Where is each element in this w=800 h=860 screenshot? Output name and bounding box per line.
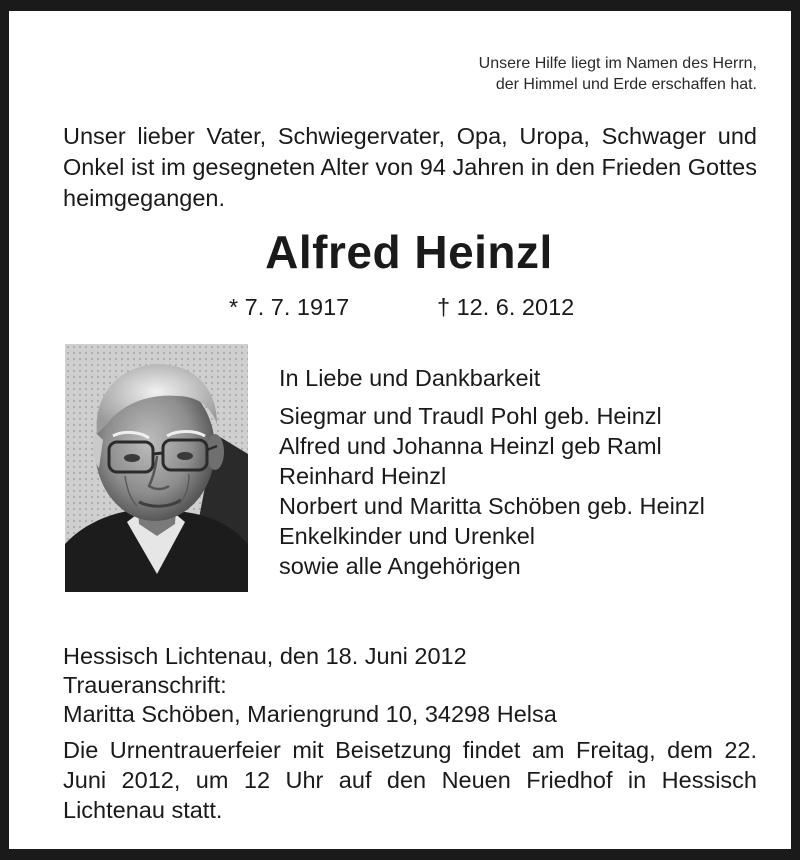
footer-block [63,642,757,825]
mourner-line: Reinhard Heinzl [279,463,447,489]
portrait-photo [65,344,248,592]
bible-verse [309,53,757,95]
ceremony-notice: Die Urnentrauerfeier mit Beisetzung findet am Freitag, dem 22. Juni 2012, um 12 Uhr auf den Neuen Friedhof in Hessisch Lichtenau statt. [63,737,757,823]
mourning-address: Maritta Schöben, Mariengrund 10, 34298 Helsa [63,701,557,727]
death-date: † 12. 6. 2012 [437,294,575,320]
mourners-heading: In Liebe und Dankbarkeit [279,365,541,391]
bible-verse-line-2: der Himmel und Erde erschaffen hat. [495,76,757,93]
deceased-name: Alfred Heinzl [265,226,553,278]
place-and-date: Hessisch Lichtenau, den 18. Juni 2012 [63,643,467,669]
mourners-block [279,363,769,581]
intro-paragraph: Unser lieber Vater, Schwiegervater, Opa, Uropa, Schwager und Onkel ist im gesegneten Alter von 94 Jahren in den Frieden Gottes heimgegangen. [63,123,757,211]
address-label: Traueranschrift: [63,672,227,698]
mourner-line: sowie alle Angehörigen [279,553,521,579]
bible-verse-line-1: Unsere Hilfe liegt im Namen des Herrn, [478,55,757,72]
mourner-line: Enkelkinder und Urenkel [279,523,536,549]
mourner-line: Alfred und Johanna Heinzl geb Raml [279,433,662,459]
mourner-line: Siegmar und Traudl Pohl geb. Heinzl [279,403,662,429]
mourner-line: Norbert und Maritta Schöben geb. Heinzl [279,493,705,519]
birth-date: * 7. 7. 1917 [229,294,350,320]
